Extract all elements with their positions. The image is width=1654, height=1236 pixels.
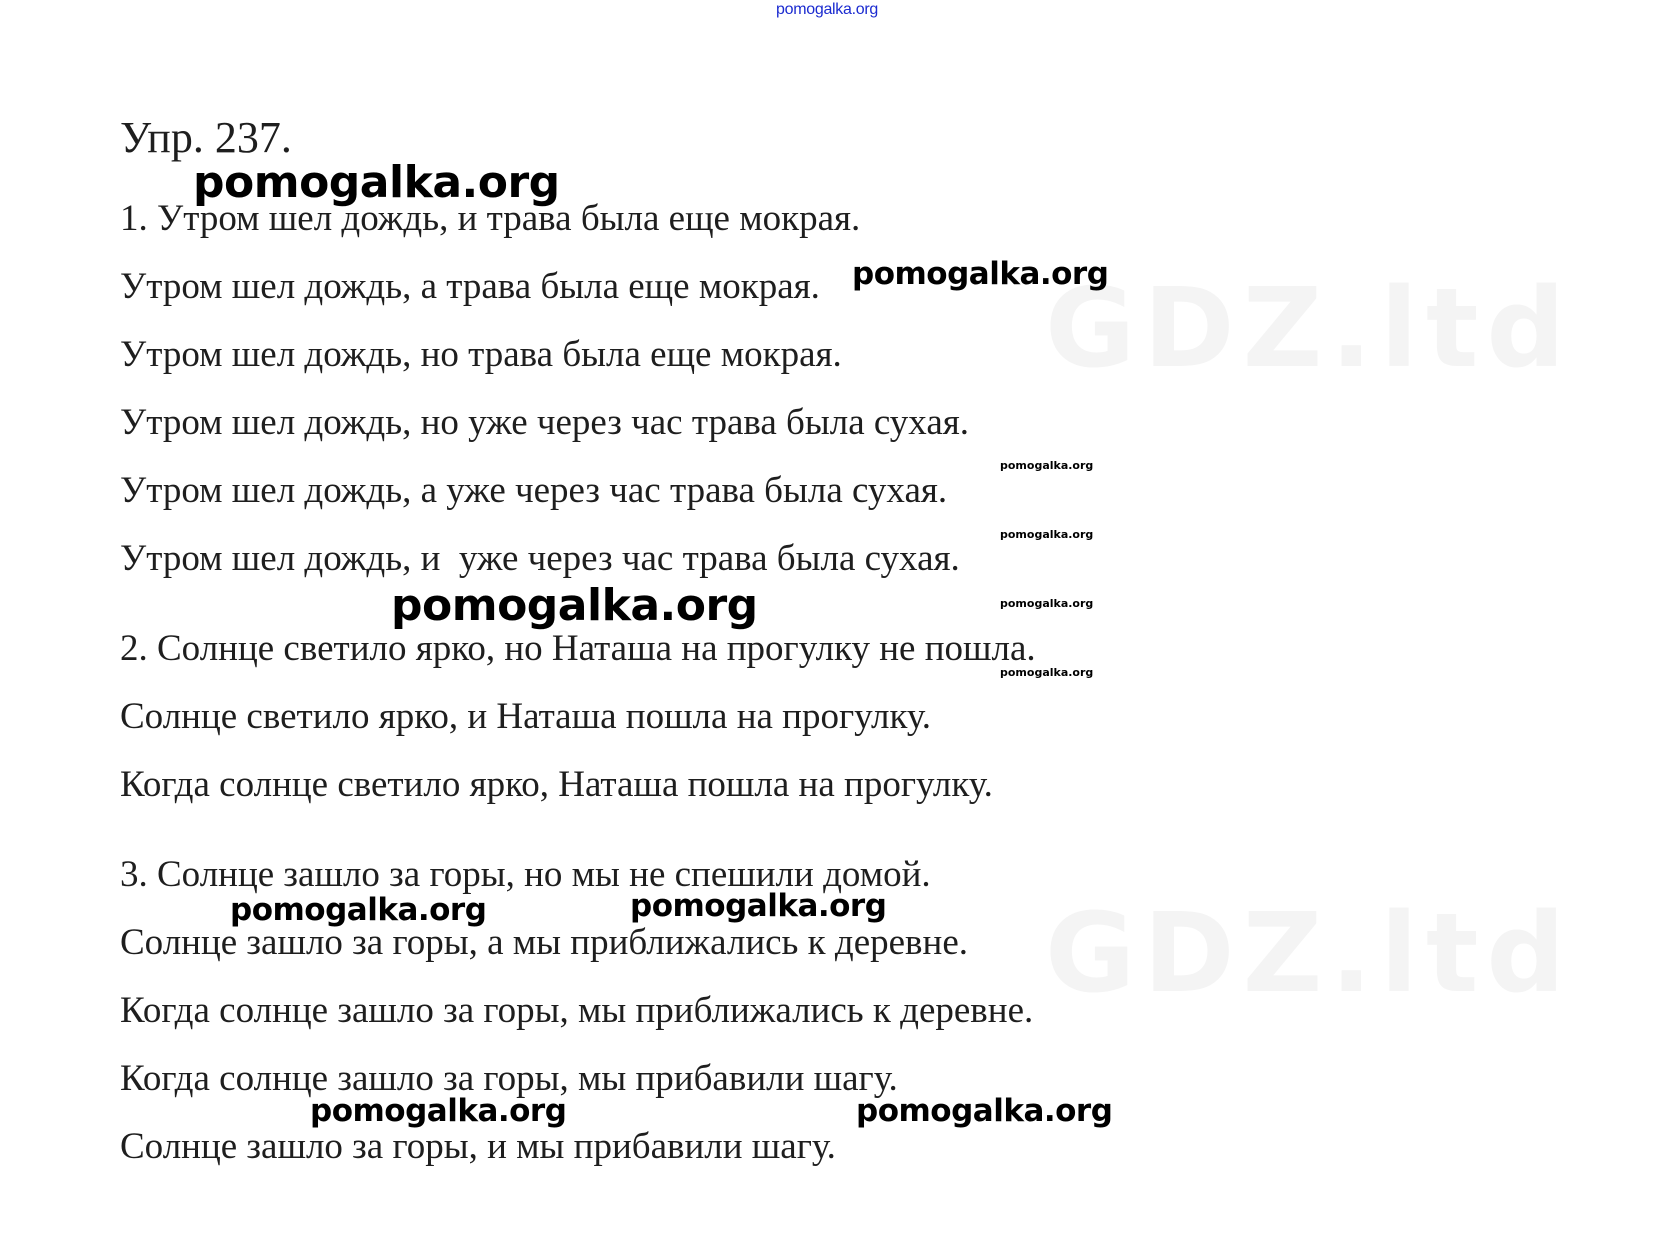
sentence-line: Когда солнце зашло за горы, мы приближались к деревне. xyxy=(120,990,1034,1031)
exercise-title: Упр. 237. xyxy=(120,113,292,162)
header-link[interactable]: pomogalka.org xyxy=(776,1,878,18)
sentence-line: Утром шел дождь, но трава была еще мокрая. xyxy=(120,334,842,375)
sentence-line: Солнце светило ярко, и Наташа пошла на прогулку. xyxy=(120,696,931,737)
watermark: pomogalka.org xyxy=(1000,666,1094,679)
sentence-line: Солнце зашло за горы, и мы прибавили шагу. xyxy=(120,1126,836,1167)
watermark: pomogalka.org xyxy=(193,157,560,208)
sentence-line: Утром шел дождь, а уже через час трава была сухая. xyxy=(120,470,948,511)
watermark: pomogalka.org xyxy=(1000,597,1094,610)
sentence-line: Утром шел дождь, а трава была еще мокрая. xyxy=(120,266,820,307)
sentence-line: Когда солнце зашло за горы, мы прибавили шагу. xyxy=(120,1058,898,1099)
background-watermark: GDZ.ltd xyxy=(1045,889,1574,1017)
sentence-line: 1. Утром шел дождь, и трава была еще мокрая. xyxy=(120,198,861,239)
sentence-line: Солнце зашло за горы, а мы приближались к деревне. xyxy=(120,922,969,963)
watermark: pomogalka.org xyxy=(1000,528,1094,541)
sentence-line: Когда солнце светило ярко, Наташа пошла на прогулку. xyxy=(120,764,993,805)
watermark: pomogalka.org xyxy=(391,580,758,631)
watermark: pomogalka.org xyxy=(856,1093,1113,1129)
sentence-line: Утром шел дождь, но уже через час трава была сухая. xyxy=(120,402,970,443)
watermark: pomogalka.org xyxy=(310,1093,567,1129)
watermark: pomogalka.org xyxy=(630,888,887,924)
sentence-line: 2. Солнце светило ярко, но Наташа на прогулку не пошла. xyxy=(120,628,1036,669)
sentence-line: 3. Солнце зашло за горы, но мы не спешили домой. xyxy=(120,854,931,895)
watermark: pomogalka.org xyxy=(852,256,1109,292)
sentence-line: Утром шел дождь, и уже через час трава была сухая. xyxy=(120,538,960,579)
watermark: pomogalka.org xyxy=(1000,459,1094,472)
watermark: pomogalka.org xyxy=(230,892,487,928)
background-watermark: GDZ.ltd xyxy=(1045,264,1574,392)
